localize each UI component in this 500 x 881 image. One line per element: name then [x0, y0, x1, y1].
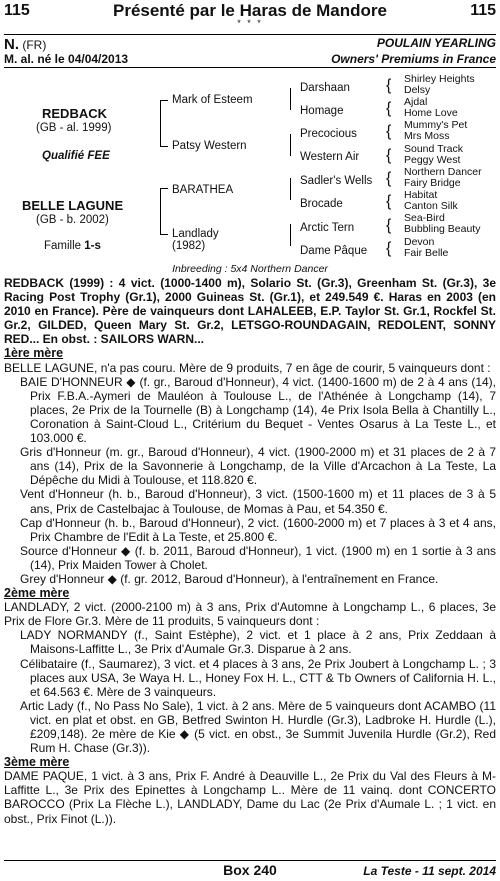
sire-dam: Patsy Western — [172, 140, 247, 152]
g3-3: Ajdal — [404, 96, 428, 108]
page-footer — [0, 862, 500, 880]
g3-13: Sea-Bird — [404, 212, 445, 224]
header-stars: * * * — [237, 18, 263, 28]
dam-family — [44, 240, 101, 252]
g3-15: Devon — [404, 236, 435, 248]
bracket-g2 — [290, 88, 291, 110]
g3-7: Sound Track — [404, 143, 463, 155]
family-prefix: Famille — [44, 240, 85, 252]
dam-info: (GB - b. 2002) — [36, 214, 109, 226]
section-third-dam: 3ème mère — [4, 755, 70, 770]
horse-name: N. — [4, 36, 19, 53]
brace-icon: { — [386, 240, 392, 257]
produce-entry: Vent d'Honneur (h. b., Baroud d'Honneur), 3 vict. (1500-1600 m) et 11 places de 3 à 5 ans, Prix de Castelbajac à Toulouse, de Momas à Pau, et 54.350 €. — [20, 487, 496, 516]
second-dam-intro: LANDLADY, 2 vict. (2000-2100 m) à 3 ans, Prix d'Automne à Longchamp L., 6 places, 3e Prix de Flore Gr.3. Mère de 11 produits, 5 vainqueurs dont : — [4, 600, 496, 629]
g3-8: Peggy West — [404, 154, 461, 166]
g2-3: Precocious — [300, 128, 357, 140]
g3-11: Habitat — [404, 189, 438, 201]
bracket-g2 — [290, 134, 291, 156]
bracket-dam — [160, 188, 161, 234]
box-number: Box 240 — [223, 862, 277, 878]
produce-entry: Cap d'Honneur (h. b., Baroud d'Honneur), 2 vict. (1600-2000 m) et 7 places à 3 et 4 ans, Prix Chambre de l'Edit à La Teste, et 25.800 €. — [20, 515, 496, 544]
sire-name: REDBACK — [42, 106, 107, 121]
produce-entry: Artic Lady (f., No Pass No Sale), 1 vict. à 2 ans. Mère de 5 vainqueurs dont ACAMBO (11 vict. en plat et obst. en GB, Betfred Swinton H. Hurdle (Gr.3), Ladbroke H. Hurdle (L.), £209,148). 2e mère de Kie ◆ (5 vict. en obst., 3e Summit Juvenila Hurdle (Gr.2), Red Rum H. Chase (Gr.3)). — [20, 698, 496, 756]
produce-entry: Grey d'Honneur ◆ (f. gr. 2012, Baroud d'Honneur), à l'entraînement en France. — [20, 571, 439, 586]
produce-entry: Source d'Honneur ◆ (f. b. 2011, Baroud d'Honneur), 1 vict. (1900 m) en 1 sortie à 3 ans (14), Prix Maiden Tower à Cholet. — [20, 543, 496, 572]
g3-12: Canton Silk — [404, 200, 458, 212]
brace-icon: { — [386, 77, 392, 94]
lot-number-right: 115 — [470, 2, 496, 19]
dam-name: BELLE LAGUNE — [22, 198, 124, 213]
lot-number-left: 115 — [4, 2, 30, 19]
owners-premiums: Owners' Premiums in France — [331, 52, 496, 66]
sire-info: (GB - al. 1999) — [36, 122, 112, 134]
catalogue-body — [4, 276, 496, 826]
divider-bottom — [4, 67, 496, 68]
brace-icon: { — [386, 123, 392, 140]
divider-top — [4, 34, 496, 35]
g2-7: Arctic Tern — [300, 222, 355, 234]
g3-4: Home Love — [404, 107, 458, 119]
brace-icon: { — [386, 147, 392, 164]
bracket-tick — [160, 146, 168, 147]
g2-1: Darshaan — [300, 82, 350, 94]
sire-record: REDBACK (1999) : 4 vict. (1000-1400 m), Solario St. (Gr.3), Greenham St. (Gr.3), 3e Racing Post Trophy (Gr.1), 2000 Guineas St. (Gr.1), et 249.549 €. Haras en 2003 (en 2010 en France). Père de vainqueurs dont LAHALEEB, E.P. Taylor St. Gr.1, Rockfel St. Gr.2, GILDED, Queen Mary St. Gr.2, LETSGO-ROUNDAGAIN, REDOLENT, SONNY RED... En obst. : SAILORS WARN... — [4, 276, 496, 347]
horse-category: POULAIN YEARLING — [376, 36, 496, 50]
brace-icon: { — [386, 100, 392, 117]
brace-icon: { — [386, 193, 392, 210]
third-dam-intro: DAME PAQUE, 1 vict. à 3 ans, Prix F. André à Deauville L., 2e Prix du Val des Fleurs à M-Laffitte L., 3e Prix des Epinettes à Longchamp L.. Mère de 11 vainq. dont CONCERTO BAROCCO (Prix La Flèche L.), LANDLADY, Dame du Lac (2e Prix d'Aumale L. ; 1 vict. en obst., Prix Finot (L.)). — [4, 769, 496, 826]
g2-4: Western Air — [300, 151, 360, 163]
sire-note: Qualifié FEE — [42, 150, 110, 162]
brace-icon: { — [386, 170, 392, 187]
horse-line-1 — [4, 36, 496, 52]
g2-5: Sadler's Wells — [300, 175, 373, 187]
sire-sire: Mark of Esteem — [172, 94, 253, 106]
section-first-dam: 1ère mère — [4, 346, 64, 361]
g3-6: Mrs Moss — [404, 130, 450, 142]
bracket-tick — [160, 188, 168, 189]
produce-entry: Gris d'Honneur (m. gr., Baroud d'Honneur), 4 vict. (1900-2000 m) et 31 places de 2 à 7 ans (14), Prix de la Savonnerie à Longchamp, de la Ville d'Arcachon à La Teste, La Dépêche du Midi à Toulouse, et 118.820 €. — [20, 445, 496, 488]
g3-1: Shirley Heights — [404, 73, 475, 85]
first-dam-intro: BELLE LAGUNE, n'a pas couru. Mère de 9 produits, 7 en âge de courir, 5 vainqueurs dont : — [4, 360, 491, 375]
bracket-tick — [160, 234, 168, 235]
dam-sire: BARATHEA — [172, 184, 234, 196]
horse-origin: (FR) — [22, 38, 47, 52]
brace-icon: { — [386, 217, 392, 234]
g3-16: Fair Belle — [404, 247, 449, 259]
produce-entry: Célibataire (f., Saumarez), 3 vict. et 4 places à 3 ans, 2e Prix Joubert à Longchamp L. ; 3 places aux USA, 3e Waya H. L., Honey Fox H. L., CTT & Tb Owners of California H. L., et 64.563 €. Mère de 3 vainqueurs. — [20, 656, 496, 699]
pedigree-table — [0, 70, 500, 260]
g3-14: Bubbling Beauty — [404, 223, 481, 235]
dam-dam-year: (1982) — [172, 240, 206, 252]
horse-line-2 — [4, 52, 496, 68]
g3-5: Mummy's Pet — [404, 119, 468, 131]
produce-entry: BAIE D'HONNEUR ◆ (f. gr., Baroud d'Honneur), 4 vict. (1400-1600 m) de 2 à 4 ans (14), Prix F.B.A.-Aymeri de Mauléon à Toulouse L., de l'Athénée à Longchamp (14), 7 places, 2e Prix de la Tournelle (B) à Longchamp (14), 4e Prix Isola Bella à Chantilly L., Coronation à Saint-Cloud L., Critérium du Bequet - Ventes Osarus à La Teste L., et 103.000 €. — [20, 374, 496, 446]
bracket-sire — [160, 100, 161, 146]
bracket-g2 — [290, 224, 291, 246]
family-number: 1-s — [84, 240, 101, 252]
bracket-g2 — [290, 178, 291, 200]
section-second-dam: 2ème mère — [4, 586, 70, 601]
g3-9: Northern Dancer — [404, 166, 482, 178]
inbreeding-note: Inbreeding : 5x4 Northern Dancer — [172, 263, 328, 275]
dam-dam: Landlady — [172, 228, 219, 240]
bracket-tick — [160, 100, 168, 101]
produce-entry: LADY NORMANDY (f., Saint Estèphe), 2 vict. et 1 place à 2 ans, Prix Zeddaan à Maisons-Laffitte L., 3e Prix d'Aumale Gr.3. Disparue à 2 ans. — [20, 628, 496, 657]
g2-8: Dame Pâque — [300, 245, 368, 257]
g3-2: Delsy — [404, 84, 431, 96]
page-title: Présenté par le Haras de Mandore — [112, 1, 387, 20]
sale-date: La Teste - 11 sept. 2014 — [363, 864, 496, 878]
divider-footer — [4, 860, 496, 861]
g3-10: Fairy Bridge — [404, 177, 461, 189]
g2-2: Homage — [300, 105, 344, 117]
g2-6: Brocade — [300, 198, 343, 210]
horse-birth: M. al. né le 04/04/2013 — [4, 52, 129, 66]
